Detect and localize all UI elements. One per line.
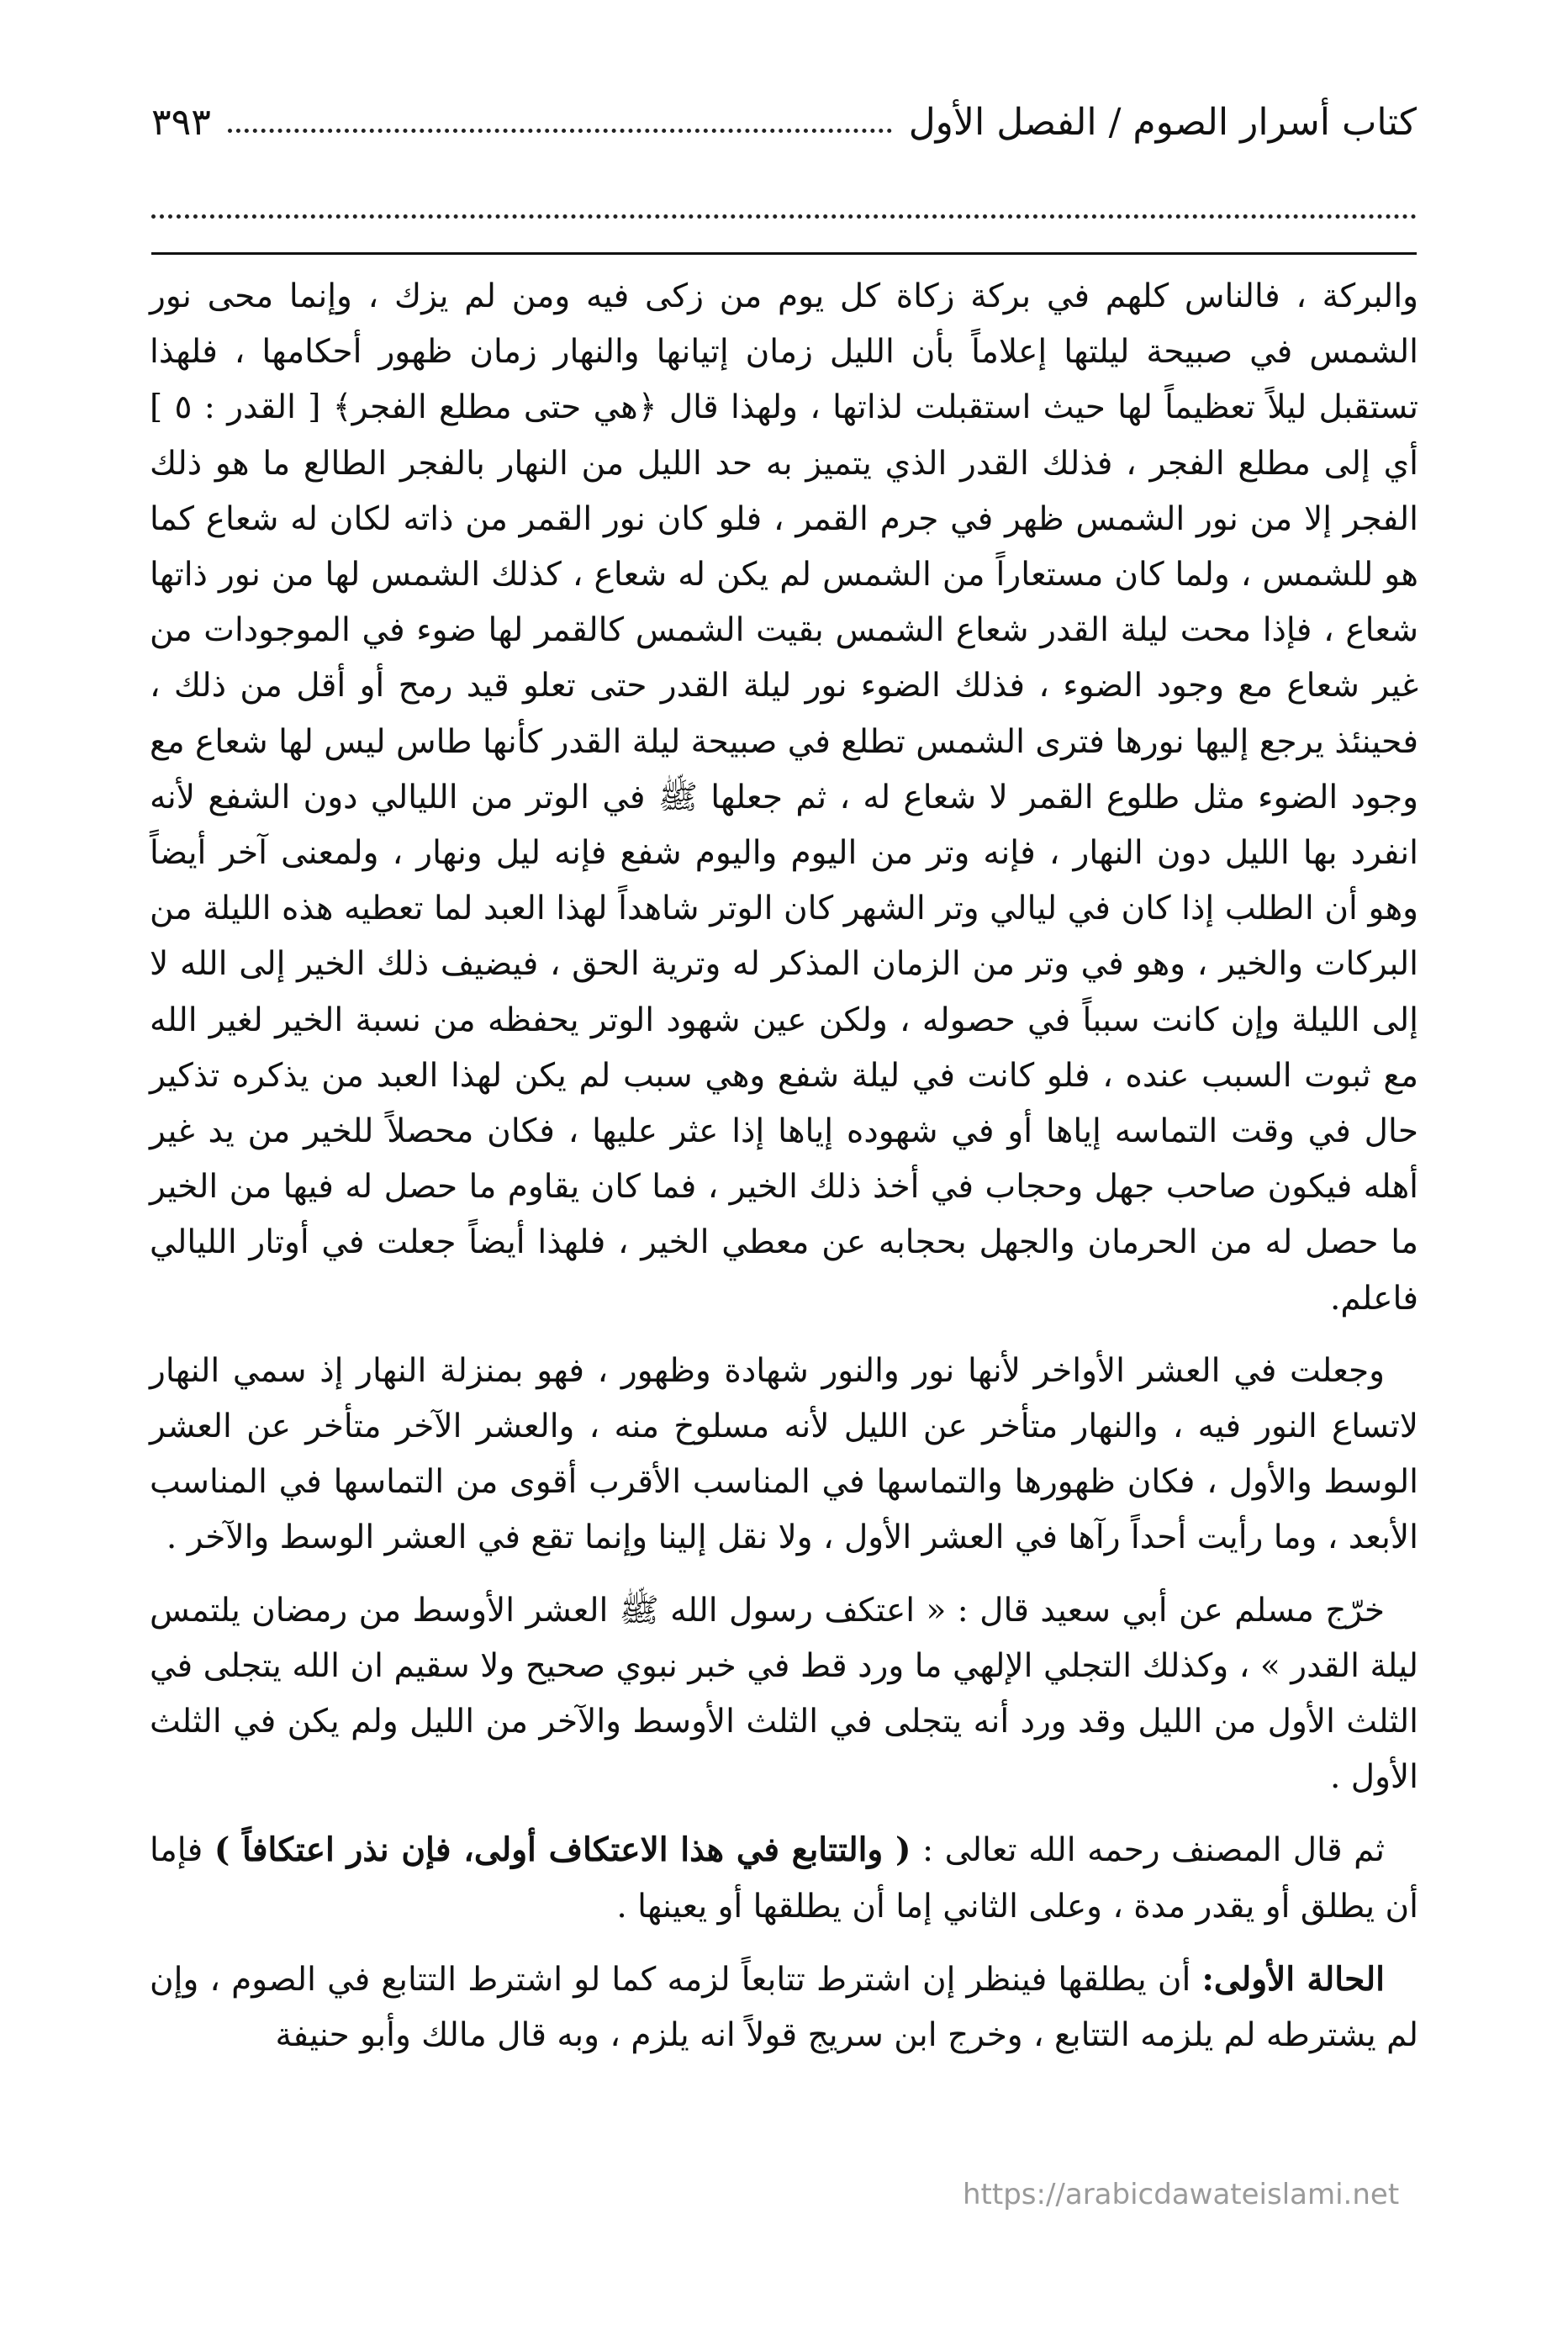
source-watermark: https://arabicdawateislami.net <box>963 2178 1400 2211</box>
running-header <box>151 88 1417 156</box>
first-case-text: أن يطلقها فينظر إن اشترط تتابعاً لزمه كما لو اشترط التتابع في الصوم ، وإن لم يشترطه لم يلزمه التتابع ، وخرج ابن سريج قولاً انه يلزم ، وبه قال مالك وأبو حنيفة <box>150 1960 1418 2055</box>
paragraph-author-statement <box>150 1822 1418 1934</box>
author-statement-intro: ثم قال المصنف رحمه الله تعالى : <box>911 1831 1385 1870</box>
header-rule <box>151 252 1417 255</box>
first-case-label: الحالة الأولى: <box>1201 1959 1386 1999</box>
main-text <box>150 269 1418 2063</box>
paragraph-muslim-narration: خرّج مسلم عن أبي سعيد قال : « اعتكف رسول الله ﷺ العشر الأوسط من رمضان يلتمس ليلة القدر » ، وكذلك التجلي الإلهي ما ورد قط في خبر نبوي صحيح ولا سقيم ان الله يتجلى في الثلث الأول من الليل وقد ورد أنه يتجلى في الثلث الأوسط والآخر من الليل ولم يكن في الثلث الأول . <box>150 1591 1418 1797</box>
header-dotted-separator <box>151 214 1417 219</box>
author-statement-rest: فإما أن يطلق أو يقدر مدة ، وعلى الثاني إما أن يطلقها أو يعينها . <box>150 1831 1418 1926</box>
paragraph-last-ten-nights: وجعلت في العشر الأواخر لأنها نور والنور شهادة وظهور ، فهو بمنزلة النهار إذ سمي النهار لاتساع النور فيه ، والنهار متأخر عن الليل لأنه مسلوخ منه ، والعشر الآخر متأخر عن العشر الوسط والأول ، فكان ظهورها والتماسها في المناسب الأقرب أقوى من التماسها في المناسب الأبعد ، وما رأيت أحداً رآها في العشر الأول ، ولا نقل إلينا وإنما تقع في العشر الوسط والآخر . <box>150 1351 1418 1557</box>
paragraph-laylat-al-qadr-light: والبركة ، فالناس كلهم في بركة زكاة كل يوم من زكى فيه ومن لم يزك ، وإنما محى نور الشمس في صبيحة ليلتها إعلاماً بأن الليل زمان إتيانها والنهار زمان ظهور أحكامها ، فلهذا تستقبل ليلاً تعظيماً لها حيث استقبلت لذاتها ، ولهذا قال ﴿هي حتى مطلع الفجر﴾ [ القدر : ٥ ] أي إلى مطلع الفجر ، فذلك القدر الذي يتميز به حد الليل من النهار بالفجر الطالع ما هو ذلك الفجر إلا من نور الشمس ظهر في جرم القمر ، فلو كان نور القمر من ذاته لكان له شعاع كما هو للشمس ، ولما كان مستعاراً من الشمس لم يكن له شعاع ، كذلك الشمس لها من نور ذاتها شعاع ، فإذا محت ليلة القدر شعاع الشمس بقيت الشمس كالقمر لها ضوء في الموجودات من غير شعاع مع وجود الضوء ، فذلك الضوء نور ليلة القدر حتى تعلو قيد رمح أو أقل من ذلك ، فحينئذ يرجع إليها نورها فترى الشمس تطلع في صبيحة ليلة القدر كأنها طاس ليس لها شعاع مع وجود الضوء مثل طلوع القمر لا شعاع له ، ثم جعلها ﷺ في الوتر من الليالي دون الشفع لأنه انفرد بها الليل دون النهار ، فإنه وتر من اليوم واليوم شفع فإنه ليل ونهار ، ولمعنى آخر أيضاً وهو أن الطلب إذا كان في ليالي وتر الشهر كان الوتر شاهداً لهذا العبد لما تعطيه هذه الليلة من البركات والخير ، وهو في وتر من الزمان المذكر له وترية الحق ، فيضيف ذلك الخير إلى الله لا إلى الليلة وإن كانت سبباً في حصوله ، ولكن عين شهود الوتر يحفظه من نسبة الخير لغير الله مع ثبوت السبب عنده ، فلو كانت في ليلة شفع وهي سبب لم يكن لهذا العبد من يذكره تذكير حال في وقت التماسه إياها أو في شهوده إياها إذا عثر عليها ، فكان محصلاً للخير من يد غير أهله فيكون صاحب جهل وحجاب في أخذ ذلك الخير ، فما كان يقاوم ما حصل له فيها من الخير ما حصل له من الحرمان والجهل بحجابه عن معطي الخير ، فلهذا أيضاً جعلت في أوتار الليالي فاعلم. <box>150 277 1418 1318</box>
paragraph-first-case <box>150 1952 1418 2063</box>
page-number: ٣٩٣ <box>151 100 211 144</box>
header-dot-leader <box>228 129 892 133</box>
matn-quote: ( والتتابع في هذا الاعتكاف أولى، فإن نذر اعتكافاً ) <box>214 1830 911 1870</box>
header-title: كتاب أسرار الصوم / الفصل الأول <box>908 100 1417 144</box>
